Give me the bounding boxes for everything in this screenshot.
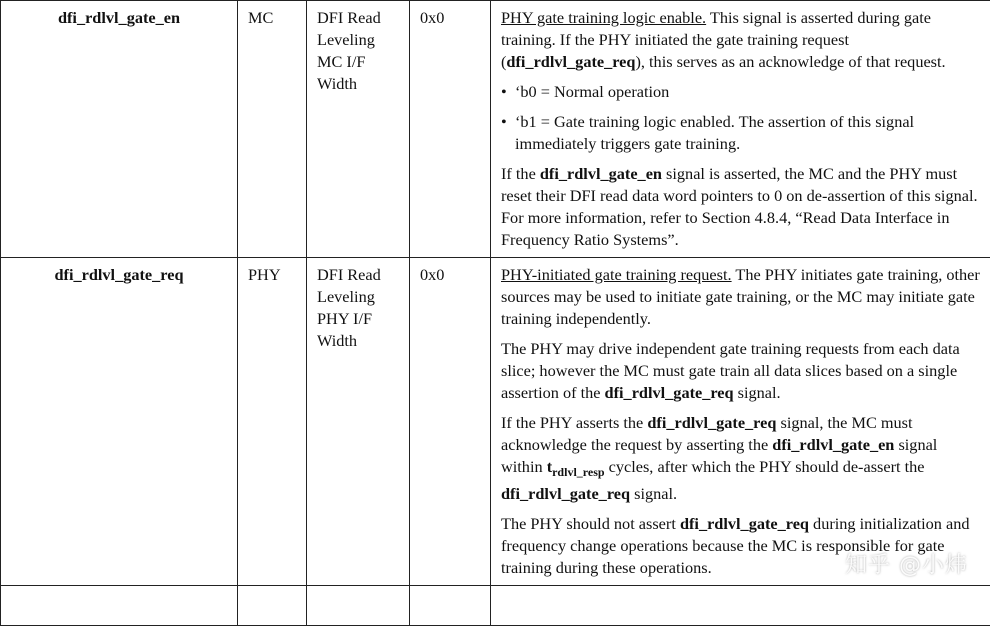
signal-name-cell: dfi_rdlvl_gate_req: [1, 258, 238, 586]
signal-reference: dfi_rdlvl_gate_req: [647, 413, 776, 432]
description-paragraph: [501, 338, 981, 404]
text-run: signal is asserted, the MC and the PHY must reset their DFI read data word pointers to 0 on de-assertion of this signal. For more information, refer to Section 4.8.4, “Read Data Interface in Frequency Ratio Systems”.: [501, 164, 978, 249]
table-row: [1, 258, 990, 586]
timing-symbol: t: [547, 457, 552, 476]
description-title: PHY gate training logic enable.: [501, 8, 706, 27]
description-cell: [491, 258, 990, 586]
driven-by-cell: [238, 586, 307, 626]
signal-name-cell: [1, 586, 238, 626]
signal-reference: dfi_rdlvl_gate_req: [605, 383, 734, 402]
signal-reference: dfi_rdlvl_gate_en: [540, 164, 662, 183]
text-run: If the PHY asserts the: [501, 413, 647, 432]
table-row-partial: [1, 586, 990, 626]
default-cell: 0x0: [410, 258, 491, 586]
signal-reference: dfi_rdlvl_gate_en: [772, 435, 894, 454]
width-cell: DFI Read Leveling MC I/F Width: [307, 1, 410, 258]
timing-parameter: [547, 457, 605, 476]
text-run: signal.: [734, 383, 781, 402]
watermark: 知乎 @小炜: [845, 548, 968, 579]
description-cell: [491, 1, 990, 258]
default-cell: 0x0: [410, 1, 491, 258]
default-cell: [410, 586, 491, 626]
signal-reference: dfi_rdlvl_gate_req: [501, 484, 630, 503]
signal-reference: dfi_rdlvl_gate_req: [506, 52, 635, 71]
driven-by-cell: MC: [238, 1, 307, 258]
description-paragraph: [501, 412, 981, 505]
text-run: cycles, after which the PHY should de-assert the: [605, 457, 925, 476]
text-run: ), this serves as an acknowledge of that request.: [635, 52, 945, 71]
table-row: [1, 1, 990, 258]
text-run: The PHY may drive independent gate training requests from each data slice; however the MC must gate train all data slices based on a single assertion of the: [501, 339, 960, 402]
text-run: signal within: [501, 435, 937, 476]
text-run: If the: [501, 164, 540, 183]
text-run: during initialization and frequency change operations because the MC is responsible for gate training during these operations.: [501, 514, 970, 577]
description-paragraph: [501, 7, 981, 73]
text-run: This signal is asserted during gate training. If the PHY initiated the gate training request (: [501, 8, 931, 71]
driven-by-cell: PHY: [238, 258, 307, 586]
bullet-list: [501, 81, 981, 155]
text-run: The PHY initiates gate training, other sources may be used to initiate gate training, or the MC may initiate gate training independently.: [501, 265, 980, 328]
description-paragraph: [501, 264, 981, 330]
list-item: • ‘b1 = Gate training logic enabled. The assertion of this signal immediately triggers gate training.: [501, 111, 981, 155]
signal-name-cell: dfi_rdlvl_gate_en: [1, 1, 238, 258]
description-title: PHY-initiated gate training request.: [501, 265, 732, 284]
width-cell: DFI Read Leveling PHY I/F Width: [307, 258, 410, 586]
text-run: The PHY should not assert: [501, 514, 680, 533]
description-paragraph: [501, 163, 981, 251]
list-item: • ‘b0 = Normal operation: [501, 81, 981, 103]
text-run: signal, the MC must acknowledge the request by asserting the: [501, 413, 913, 454]
signal-reference: dfi_rdlvl_gate_req: [680, 514, 809, 533]
text-run: signal.: [630, 484, 677, 503]
width-cell: [307, 586, 410, 626]
timing-subscript: rdlvl_resp: [552, 465, 604, 479]
description-cell: [491, 586, 990, 626]
